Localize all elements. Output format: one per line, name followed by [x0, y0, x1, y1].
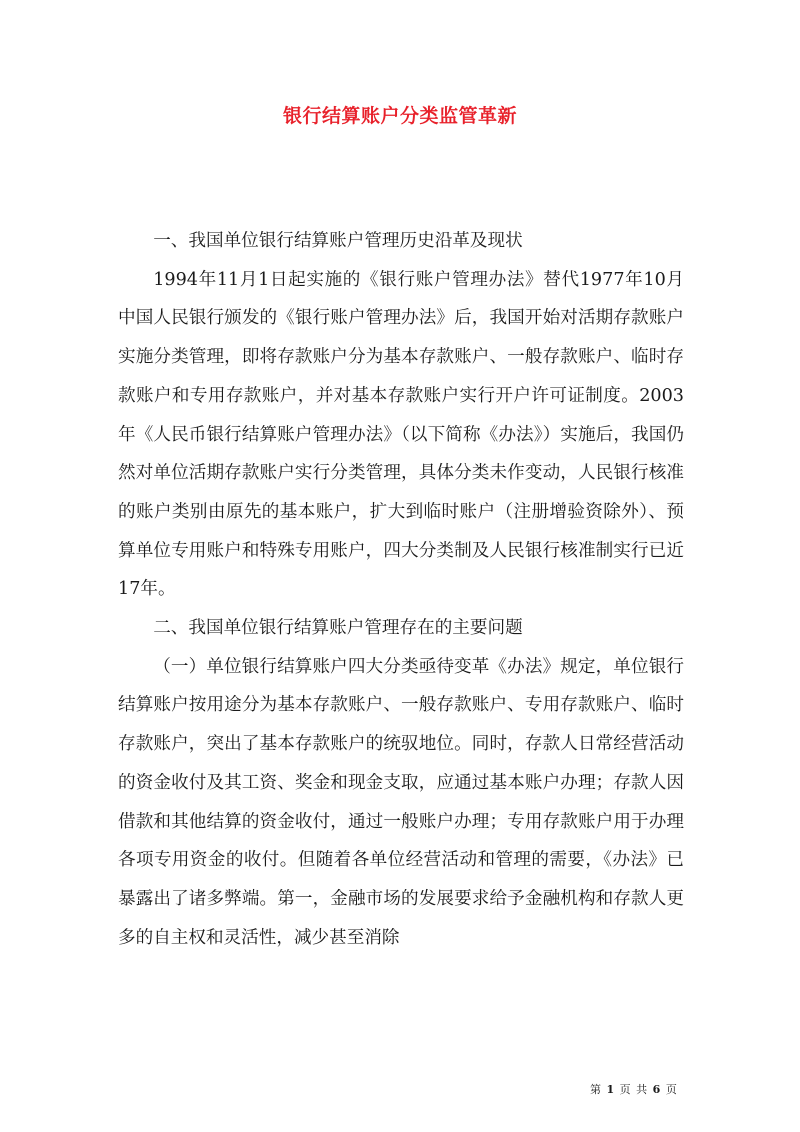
section-heading-1: 一、我国单位银行结算账户管理历史沿革及现状	[153, 231, 523, 251]
section-heading-2: 二、我国单位银行结算账户管理存在的主要问题	[153, 618, 523, 639]
footer-suffix: 页	[665, 1083, 678, 1096]
document-title: 银行结算账户分类监管革新	[282, 105, 517, 127]
paragraph-history: 1994年11月1日起实施的《银行账户管理办法》替代1977年10月中国人民银行颁发的《银行账户管理办法》后，我国开始对活期存款账户实施分类管理，即将存款账户分为基本存款账户、一般存款账户、临时存款账户和专用存款账户，并对基本存款账户实行开户许可证制度。2003年《人民币银行结算账户管理办法》（以下简称《办法》）实施后，我国仍然对单位活期存款账户实行分类管理，具体分类未作变动，人民银行核准的账户类别由原先的基本账户，扩大到临时账户（注册增验资除外）、预算单位专用账户和特殊专用账户，四大分类制及人民银行核准制实行已近17年。	[118, 269, 684, 600]
total-page-count: 6	[652, 1083, 662, 1096]
paragraph-problems: （一）单位银行结算账户四大分类亟待变革《办法》规定，单位银行结算账户按用途分为基本存款账户、一般存款账户、专用存款账户、临时存款账户，突出了基本存款账户的统驭地位。同时，存款人日常经营活动的资金收付及其工资、奖金和现金支取，应通过基本账户办理；存款人因借款和其他结算的资金收付，通过一般账户办理；专用存款账户用于办理各项专用资金的收付。但随着各单位经营活动和管理的需要，《办法》已暴露出了诸多弊端。第一，金融市场的发展要求给予金融机构和存款人更多的自主权和灵活性，减少甚至消除	[118, 656, 684, 948]
current-page-number: 1	[606, 1083, 616, 1096]
page-footer	[590, 1081, 678, 1097]
footer-prefix: 第	[590, 1083, 602, 1096]
footer-middle: 页 共	[619, 1083, 649, 1096]
document-body	[118, 222, 684, 957]
